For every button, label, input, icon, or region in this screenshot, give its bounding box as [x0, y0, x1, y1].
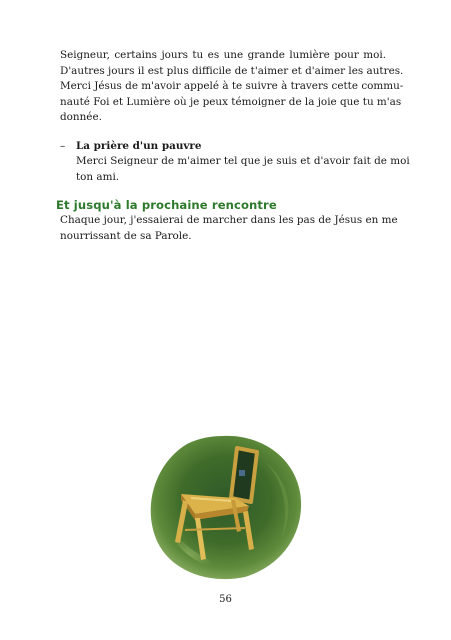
text-line: Merci Jésus de m'avoir appelé à te suivre à travers cette commu- [60, 80, 404, 93]
text-line: nourrissant de sa Parole. [60, 229, 192, 242]
paragraph-commitment [60, 213, 398, 244]
text-line: donnée. [60, 111, 102, 124]
text-line: Seigneur, certains jours tu es une grande lumière pour moi. [60, 49, 386, 61]
page-number: 56 [219, 594, 232, 605]
section-heading: Et jusqu'à la prochaine rencontre [56, 198, 277, 212]
paragraph-prayer-intro [60, 48, 404, 126]
text-line: nauté Foi et Lumière où je peux témoigner de la joie que tu m'as [60, 95, 402, 108]
text-line: Chaque jour, j'essaierai de marcher dans les pas de Jésus en me [60, 214, 398, 226]
text-line: Merci Seigneur de m'aimer tel que je suis et d'avoir fait de moi [76, 155, 410, 167]
text-line: ton ami. [76, 170, 120, 183]
prayer-title: La prière d'un pauvre [76, 140, 202, 152]
prayer-body [76, 154, 410, 185]
chair-painting-icon [145, 432, 305, 582]
list-dash: – [60, 140, 66, 152]
text-line: D'autres jours il est plus difficile de t'aimer et d'aimer les autres. [60, 64, 404, 77]
